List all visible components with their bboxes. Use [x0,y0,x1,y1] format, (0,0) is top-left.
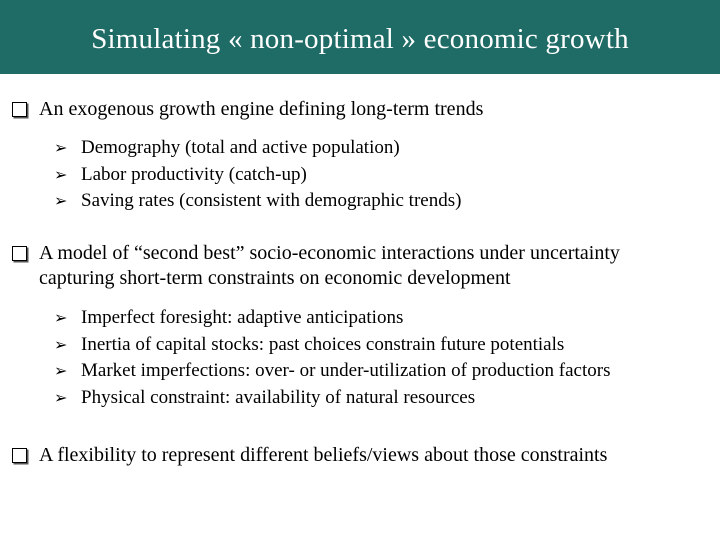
checkbox-square-icon [12,102,27,117]
sub-item: ➢ Demography (total and active population) [54,135,461,162]
bullet-2-text-line-2: capturing short-term constraints on economic development [39,267,511,289]
sub-item: ➢ Saving rates (consistent with demographic trends) [54,188,461,215]
arrowhead-icon: ➢ [54,334,68,354]
arrowhead-icon: ➢ [54,387,68,407]
arrowhead-icon: ➢ [54,164,68,184]
bullet-1-sublist [54,135,461,215]
bullet-3 [12,443,607,468]
sub-item: ➢ Physical constraint: availability of natural resources [54,385,610,412]
bullet-3-text: A flexibility to represent different beliefs/views about those constraints [39,444,608,466]
bullet-2 [12,241,620,291]
checkbox-square-icon [12,448,27,463]
sub-item: ➢ Market imperfections: over- or under-utilization of production factors [54,358,610,385]
arrowhead-icon: ➢ [54,138,68,157]
arrowhead-icon: ➢ [54,191,68,210]
checkbox-square-icon [12,246,27,261]
sub-item: ➢ Imperfect foresight: adaptive anticipations [54,305,610,332]
arrowhead-icon: ➢ [54,308,68,327]
bullet-2-text-line-1: A model of “second best” socio-economic interactions under uncertainty [39,242,620,264]
bullet-2-sublist [54,305,610,411]
sub-item: ➢ Labor productivity (catch-up) [54,162,461,189]
sub-item: ➢ Inertia of capital stocks: past choices constrain future potentials [54,332,610,359]
slide-title: Simulating « non-optimal » economic growth [91,22,629,55]
arrowhead-icon: ➢ [54,361,68,380]
bullet-1-text: An exogenous growth engine defining long-term trends [39,98,484,120]
bullet-1 [12,97,483,122]
